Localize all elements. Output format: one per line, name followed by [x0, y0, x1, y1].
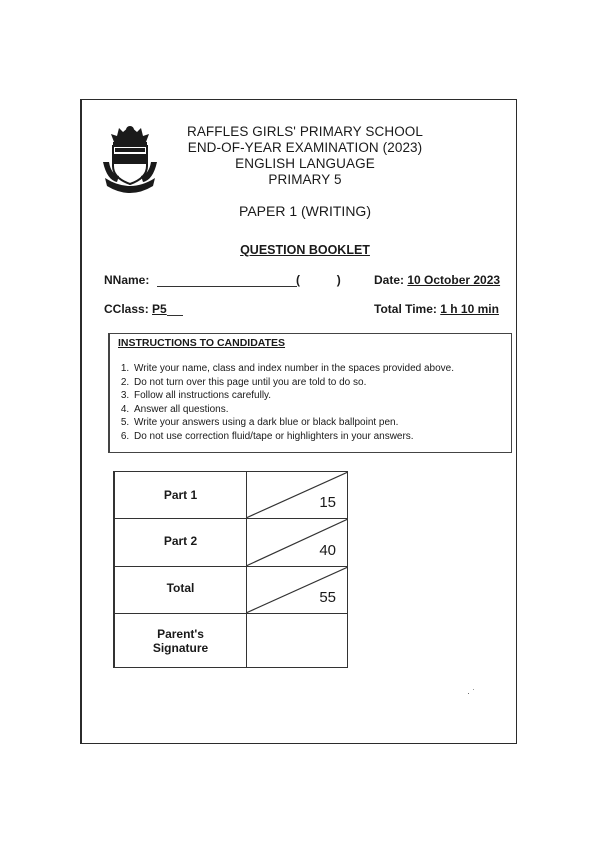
- instruction-item: 3. Follow all instructions carefully.: [132, 389, 512, 403]
- instruction-item: 6. Do not use correction fluid/tape or highlighters in your answers.: [132, 430, 512, 444]
- signature-cell[interactable]: [246, 614, 348, 667]
- index-number-field[interactable]: [296, 273, 341, 287]
- instructions-title: INSTRUCTIONS TO CANDIDATES: [118, 337, 286, 349]
- signature-label: Parent's Signature: [115, 614, 247, 667]
- school-name: RAFFLES GIRLS' PRIMARY SCHOOL: [186, 124, 424, 139]
- time-label: Total Time:: [374, 302, 437, 316]
- row-label: Part 1: [115, 472, 247, 518]
- level-title: PRIMARY 5: [268, 172, 342, 187]
- class-label: CClass:: [104, 302, 149, 316]
- date-value: 10 October 2023: [407, 273, 501, 287]
- class-line[interactable]: [167, 315, 183, 316]
- instruction-item: 4. Answer all questions.: [132, 403, 512, 417]
- instruction-item: 1. Write your name, class and index number in the spaces provided above.: [132, 362, 512, 376]
- time-value: 1 h 10 min: [440, 302, 499, 316]
- table-row: [115, 518, 348, 566]
- class-value: P5: [152, 302, 167, 316]
- index-paren-open: (: [296, 273, 300, 287]
- instruction-item: 5. Write your answers using a dark blue or black ballpoint pen.: [132, 416, 512, 430]
- name-label: NName:: [104, 273, 150, 287]
- max-mark: 55: [319, 589, 336, 606]
- date-field: [374, 273, 500, 287]
- marks-table: [113, 471, 348, 668]
- total-time-field: [374, 302, 499, 316]
- class-field[interactable]: [104, 302, 183, 316]
- table-row: [115, 566, 348, 613]
- scan-speck: · ˙: [467, 688, 476, 698]
- score-cell[interactable]: [246, 472, 348, 518]
- score-cell[interactable]: [246, 519, 348, 566]
- table-row: [115, 613, 348, 667]
- row-label: Part 2: [115, 519, 247, 566]
- date-label: Date:: [374, 273, 405, 287]
- instructions-list: [118, 362, 512, 443]
- instruction-item: 2. Do not turn over this page until you are told to do so.: [132, 376, 512, 390]
- instructions-box: [108, 333, 512, 453]
- name-field[interactable]: [104, 273, 297, 287]
- booklet-title: QUESTION BOOKLET: [240, 243, 370, 257]
- exam-title: END-OF-YEAR EXAMINATION (2023): [187, 140, 423, 155]
- paper-title: PAPER 1 (WRITING): [239, 203, 371, 219]
- row-label: Total: [115, 567, 247, 613]
- max-mark: 40: [319, 542, 336, 559]
- table-row: [115, 472, 348, 518]
- index-paren-close: ): [336, 273, 341, 287]
- subject-title: ENGLISH LANGUAGE: [235, 156, 375, 171]
- score-cell[interactable]: [246, 567, 348, 613]
- max-mark: 15: [319, 494, 336, 511]
- name-line[interactable]: [157, 286, 297, 287]
